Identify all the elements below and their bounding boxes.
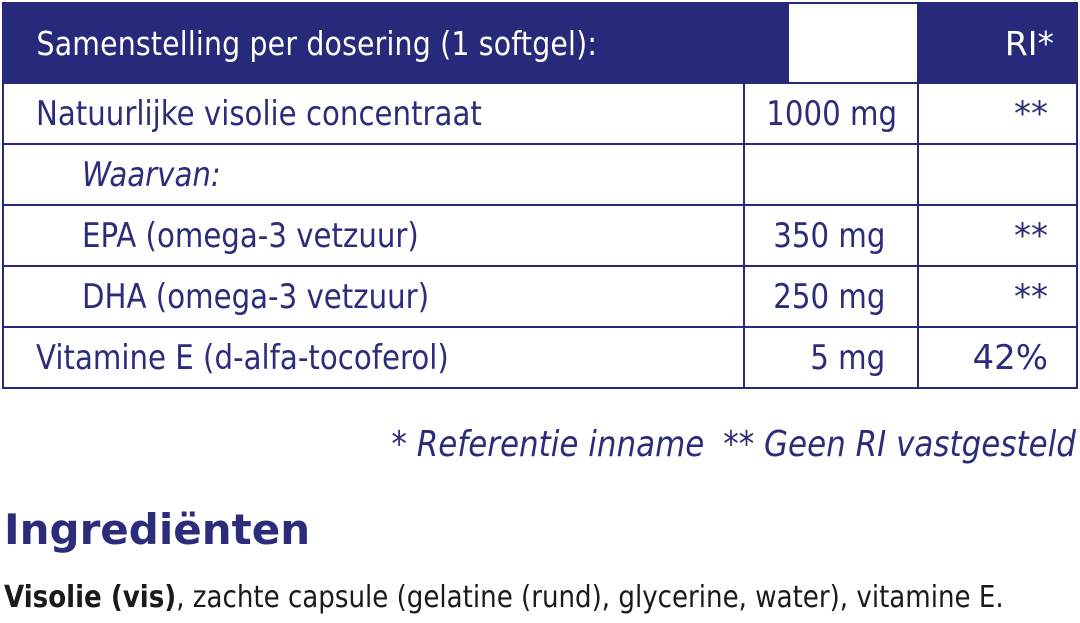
row-name [3,266,744,327]
table-header-title-text: Samenstelling per dosering (1 softgel): [36,23,598,63]
row-ri: ** [918,266,1077,327]
row-name [3,144,744,205]
table-header-title [3,3,790,83]
row-name [3,205,744,266]
table-header-row [3,3,1077,83]
row-name [3,327,744,388]
row-name-text: Waarvan: [82,154,221,195]
row-ri: ** [918,205,1077,266]
row-amount [744,83,918,144]
footnote-no-ri: ** Geen RI vastgesteld [723,424,1076,465]
row-ri [918,144,1077,205]
row-name-text: Natuurlijke visolie concentraat [36,93,482,134]
table-row [3,266,1077,327]
ingredients-list [4,580,1004,615]
table-row [3,144,1077,205]
table-row [3,327,1077,388]
row-ri: 42% [918,327,1077,388]
ingredients-heading: Ingrediënten [4,505,311,554]
nutrition-table [2,2,1078,389]
row-name-text: Vitamine E (d-alfa-tocoferol) [36,337,449,378]
table-row [3,83,1077,144]
row-amount [744,205,918,266]
row-name [3,83,744,144]
footnote-reference: * Referentie inname [391,424,705,465]
row-name-text: DHA (omega-3 vetzuur) [82,276,430,317]
row-amount [744,266,918,327]
row-amount-text: 5 mg [810,337,886,378]
table-row [3,205,1077,266]
table-header-ri: RI* [918,3,1077,83]
row-name-text: EPA (omega-3 vetzuur) [82,215,419,256]
row-amount [744,327,918,388]
row-amount-text: 1000 mg [766,93,898,134]
ingredient-allergen: Visolie (vis) [4,580,177,615]
row-amount-text: 250 mg [772,276,886,317]
row-amount-text: 350 mg [772,215,886,256]
ingredient-rest: , zachte capsule (gelatine (rund), glycerine, water), vitamine E. [176,580,1004,615]
row-amount [744,144,918,205]
footnote [392,424,1076,465]
row-ri: ** [918,83,1077,144]
